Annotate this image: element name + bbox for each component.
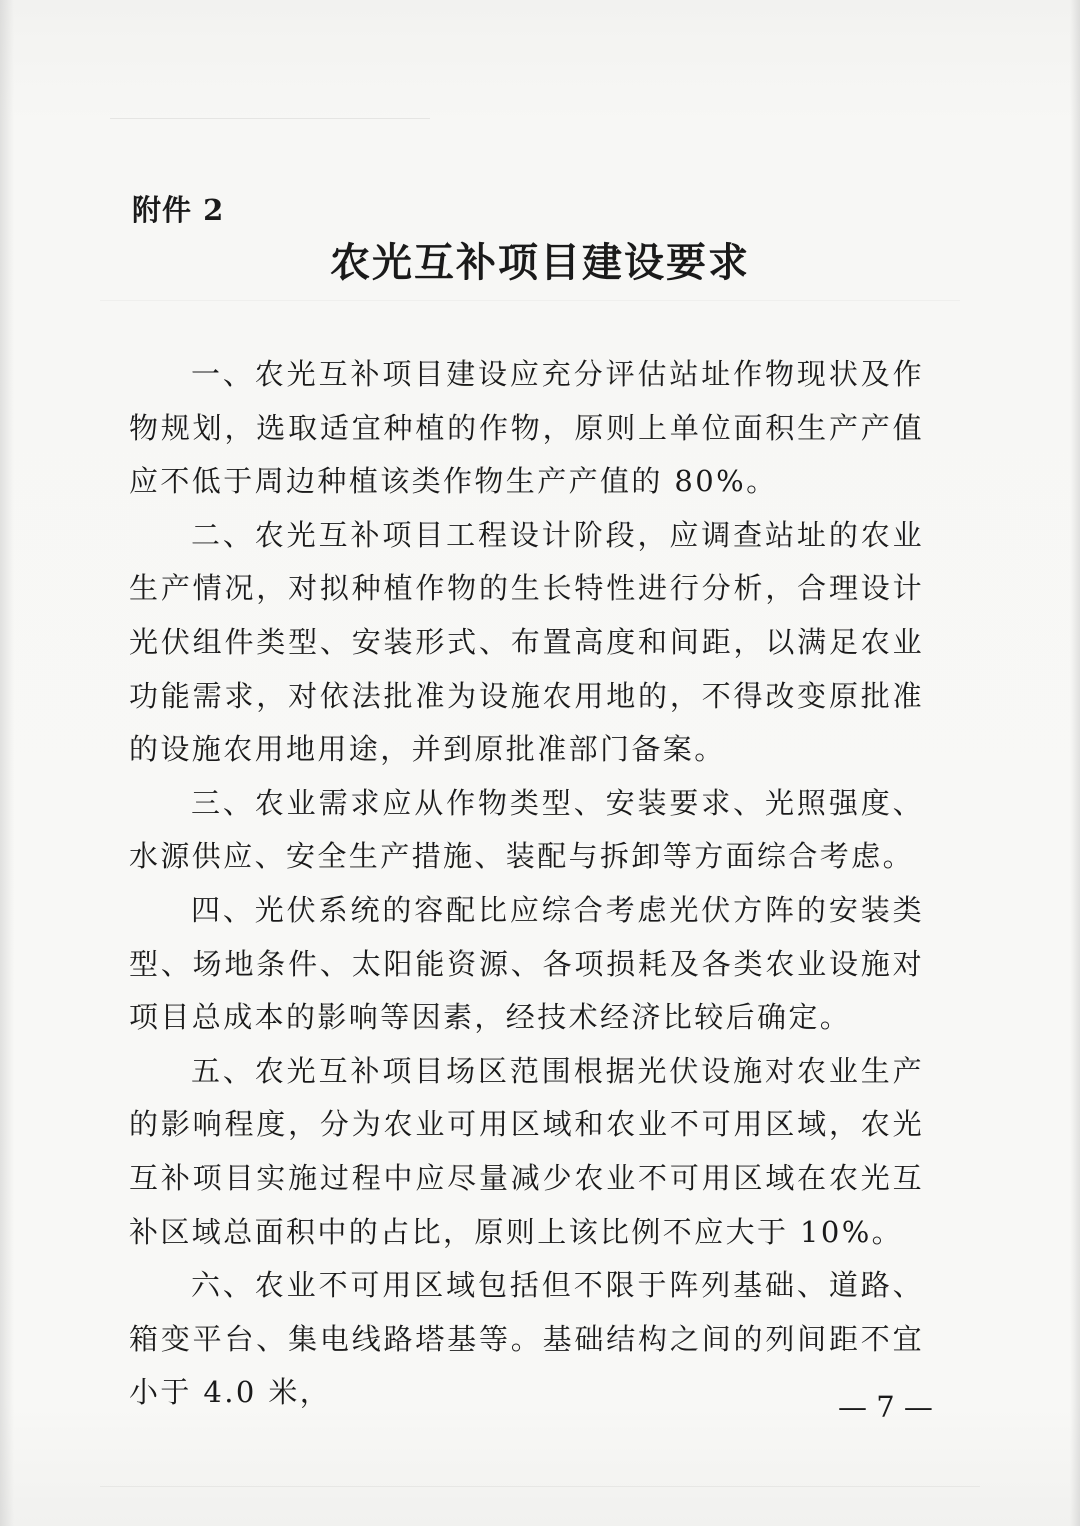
scan-edge-left bbox=[0, 0, 14, 1526]
scan-edge-right bbox=[1070, 0, 1080, 1526]
page-number: — 7 — bbox=[838, 1390, 933, 1424]
document-title: 农光互补项目建设要求 bbox=[330, 239, 750, 286]
document-body bbox=[129, 348, 924, 1420]
paragraph-3: 三、农业需求应从作物类型、安装要求、光照强度、水源供应、安全生产措施、装配与拆卸等方面综合考虑。 bbox=[129, 785, 924, 874]
attachment-label: 附件 2 bbox=[132, 193, 225, 227]
paragraph-4: 四、光伏系统的容配比应综合考虑光伏方阵的安装类型、场地条件、太阳能资源、各项损耗及各类农业设施对项目总成本的影响等因素，经技术经济比较后确定。 bbox=[129, 892, 924, 1035]
scan-artifact-line bbox=[100, 300, 960, 301]
paragraph-1: 一、农光互补项目建设应充分评估站址作物现状及作物规划，选取适宜种植的作物，原则上单位面积生产产值应不低于周边种植该类作物生产产值的 80%。 bbox=[129, 357, 924, 499]
paragraph-2: 二、农光互补项目工程设计阶段，应调查站址的农业生产情况，对拟种植作物的生长特性进行分析，合理设计光伏组件类型、安装形式、布置高度和间距，以满足农业功能需求，对依法批准为设施农用地的，不得改变原批准的设施农用地用途，并到原批准部门备案。 bbox=[129, 517, 924, 767]
paragraph-5: 五、农光互补项目场区范围根据光伏设施对农业生产的影响程度，分为农业可用区域和农业不可用区域，农光互补项目实施过程中应尽量减少农业不可用区域在农光互补区域总面积中的占比，原则上该比例不应大于 10%。 bbox=[129, 1053, 924, 1249]
scan-artifact-line bbox=[100, 1486, 980, 1487]
paragraph-6: 六、农业不可用区域包括但不限于阵列基础、道路、箱变平台、集电线路塔基等。基础结构之间的列间距不宜小于 4.0 米， bbox=[129, 1268, 924, 1410]
scan-artifact-line bbox=[110, 118, 430, 119]
